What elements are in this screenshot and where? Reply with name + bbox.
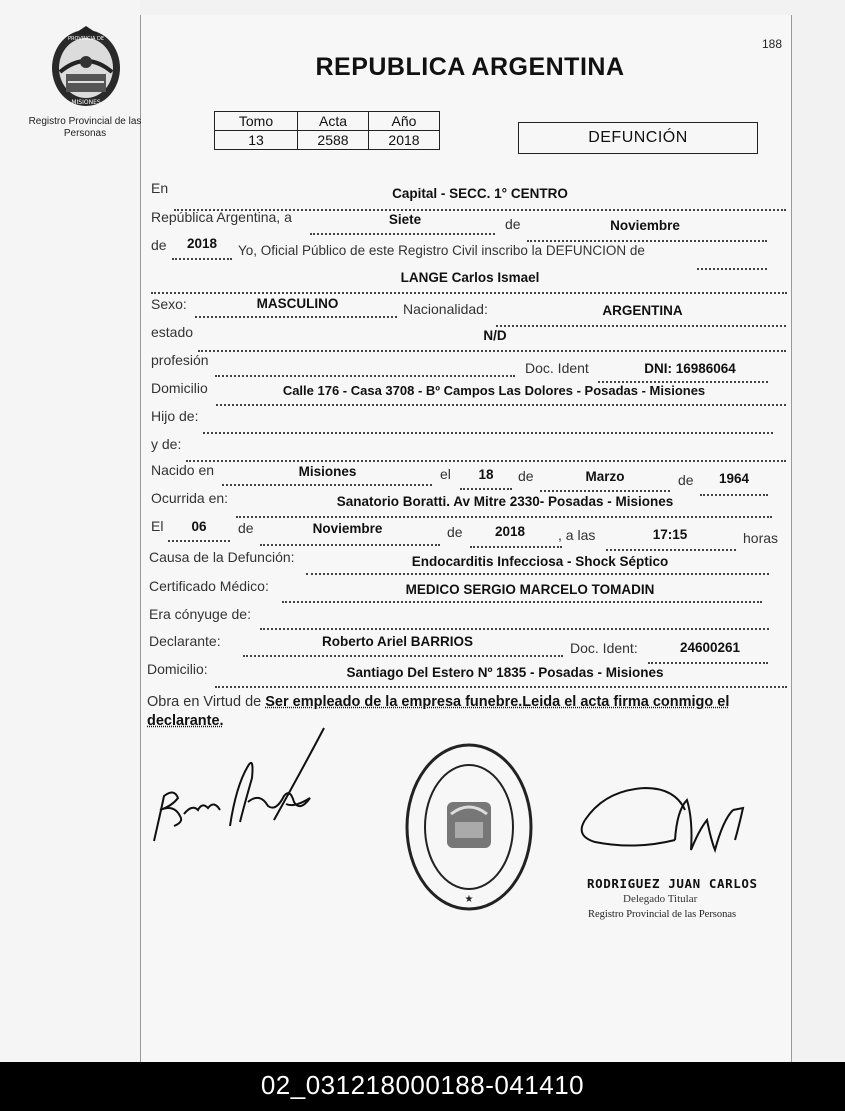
nacionalidad-dotted-line — [496, 325, 786, 327]
birth-month-value: Marzo — [585, 469, 625, 484]
nacionalidad-label: Nacionalidad: — [403, 301, 488, 317]
yde-label: y de: — [151, 436, 182, 452]
causa-dotted-line — [306, 573, 769, 575]
declarante-dotted-line — [243, 655, 563, 657]
decl-doc-label: Doc. Ident: — [570, 640, 638, 656]
table-cell-acta: 2588 — [298, 131, 369, 150]
estado-label: estado — [151, 324, 194, 340]
republica-label: República Argentina, a — [151, 209, 292, 225]
emblem-bottom-text: MISIONES — [71, 99, 101, 106]
birth-day-dotted-line — [460, 488, 512, 490]
certificado-label: Certificado Médico: — [149, 578, 269, 594]
death-de2-label: de — [447, 524, 463, 540]
birth-year-value: 1964 — [718, 471, 750, 486]
hijo-label: Hijo de: — [151, 408, 199, 424]
ocurrida-dotted-line — [236, 516, 772, 518]
table-header-acta: Acta — [298, 112, 369, 131]
conyuge-label: Era cónyuge de: — [149, 606, 251, 622]
doc-ident-label: Doc. Ident — [525, 360, 589, 376]
el-label: el — [440, 466, 451, 482]
de-year-label: de — [151, 237, 167, 253]
profesion-dotted-line — [215, 375, 515, 377]
yde-dotted-line — [186, 460, 786, 462]
nacido-dotted-line — [222, 484, 432, 486]
obra-label: Obra en Virtud de — [147, 694, 262, 710]
official-department: Registro Provincial de las Personas — [588, 909, 737, 920]
death-de-label: de — [238, 520, 254, 536]
year-dotted-line — [172, 258, 232, 260]
domicilio2-value: Santiago Del Estero Nº 1835 - Posadas - Misiones — [346, 665, 664, 680]
deceased-name-value: LANGE Carlos Ismael — [400, 270, 540, 285]
sexo-value: MASCULINO — [256, 296, 339, 311]
month-dotted-line — [527, 240, 767, 242]
registry-caption: Registro Provincial de las Personas — [28, 116, 142, 139]
domicilio-value: Calle 176 - Casa 3708 - Bº Campos Las Dolores - Posadas - Misiones — [282, 383, 706, 398]
table-cell-ano: 2018 — [369, 131, 440, 150]
birth-year-dotted-line — [700, 494, 768, 496]
yo-dotted-line — [697, 268, 767, 270]
death-month-value: Noviembre — [312, 521, 383, 536]
death-year-value: 2018 — [494, 524, 526, 539]
en-value: Capital - SECC. 1° CENTRO — [392, 186, 568, 201]
coat-of-arms-icon — [46, 22, 126, 110]
certificado-value: MEDICO SERGIO MARCELO TOMADIN — [405, 582, 655, 597]
reference-table — [214, 111, 440, 150]
sexo-label: Sexo: — [151, 296, 187, 312]
certificado-dotted-line — [282, 601, 762, 603]
death-day-value: 06 — [191, 519, 207, 534]
en-label: En — [151, 180, 169, 196]
decl-doc-dotted-line — [648, 662, 768, 664]
causa-value: Endocarditis Infecciosa - Shock Séptico — [411, 554, 669, 569]
official-seal-icon — [403, 742, 535, 912]
nacido-value: Misiones — [298, 464, 357, 479]
ocurrida-label: Ocurrida en: — [151, 490, 229, 506]
svg-text:★: ★ — [464, 894, 474, 905]
nacido-label: Nacido en — [151, 462, 215, 478]
el2-label: El — [151, 518, 164, 534]
page-title: REPUBLICA ARGENTINA — [315, 53, 625, 81]
day-dotted-line — [310, 233, 495, 235]
domicilio2-label: Domicilio: — [147, 661, 208, 677]
declarante-value: Roberto Ariel BARRIOS — [321, 634, 473, 649]
yo-text: Yo, Oficial Público de este Registro Civil inscribo la DEFUNCION de — [238, 243, 645, 258]
ocurrida-value: Sanatorio Boratti. Av Mitre 2330- Posadas - Misiones — [336, 494, 674, 509]
conyuge-dotted-line — [260, 628, 769, 630]
death-year-dotted-line — [470, 546, 562, 548]
table-cell-tomo: 13 — [215, 131, 298, 150]
domicilio-label: Domicilio — [151, 380, 208, 396]
table-header-tomo: Tomo — [215, 112, 298, 131]
table-header-ano: Año — [369, 112, 440, 131]
death-month-dotted-line — [260, 544, 440, 546]
horas-label: horas — [743, 530, 779, 546]
birth-de2-label: de — [678, 472, 694, 488]
doc-ident-value: DNI: 16986064 — [644, 361, 736, 376]
domicilio-dotted-line — [216, 404, 786, 406]
nacionalidad-value: ARGENTINA — [602, 303, 683, 318]
emblem-top-text: PROVINCIA DE — [68, 36, 104, 42]
estado-value: N/D — [483, 328, 507, 343]
death-time-value: 17:15 — [652, 527, 688, 542]
declarante-label: Declarante: — [149, 633, 221, 649]
birth-month-dotted-line — [540, 490, 670, 492]
official-signature — [565, 780, 750, 870]
day-words-value: Siete — [388, 212, 422, 227]
declarant-signature — [144, 726, 334, 846]
causa-label: Causa de la Defunción: — [149, 549, 295, 565]
page-number: 188 — [762, 37, 783, 51]
death-day-dotted-line — [168, 540, 230, 542]
sexo-dotted-line — [195, 316, 397, 318]
alas-label: , a las — [558, 527, 596, 543]
document-type-box: DEFUNCIÓN — [518, 122, 758, 154]
domicilio2-dotted-line — [215, 686, 787, 688]
year-value: 2018 — [186, 236, 218, 251]
birth-de-label: de — [518, 468, 534, 484]
decl-doc-value: 24600261 — [679, 640, 741, 655]
estado-dotted-line — [198, 350, 786, 352]
official-name: RODRIGUEZ JUAN CARLOS — [587, 876, 758, 891]
official-title: Delegado Titular — [623, 893, 698, 905]
hijo-dotted-line — [203, 432, 773, 434]
obra-value: Ser empleado de la empresa funebre.Leida el acta firma conmigo el declarante. — [147, 694, 730, 729]
birth-day-value: 18 — [478, 467, 494, 482]
de-label: de — [505, 216, 521, 232]
name-dotted-line — [151, 292, 787, 294]
profesion-label: profesión — [151, 352, 209, 368]
death-time-dotted-line — [606, 549, 736, 551]
footer-file-id: 02_031218000188-041410 — [0, 1062, 845, 1111]
left-margin — [0, 0, 140, 1062]
month-value: Noviembre — [610, 218, 680, 233]
